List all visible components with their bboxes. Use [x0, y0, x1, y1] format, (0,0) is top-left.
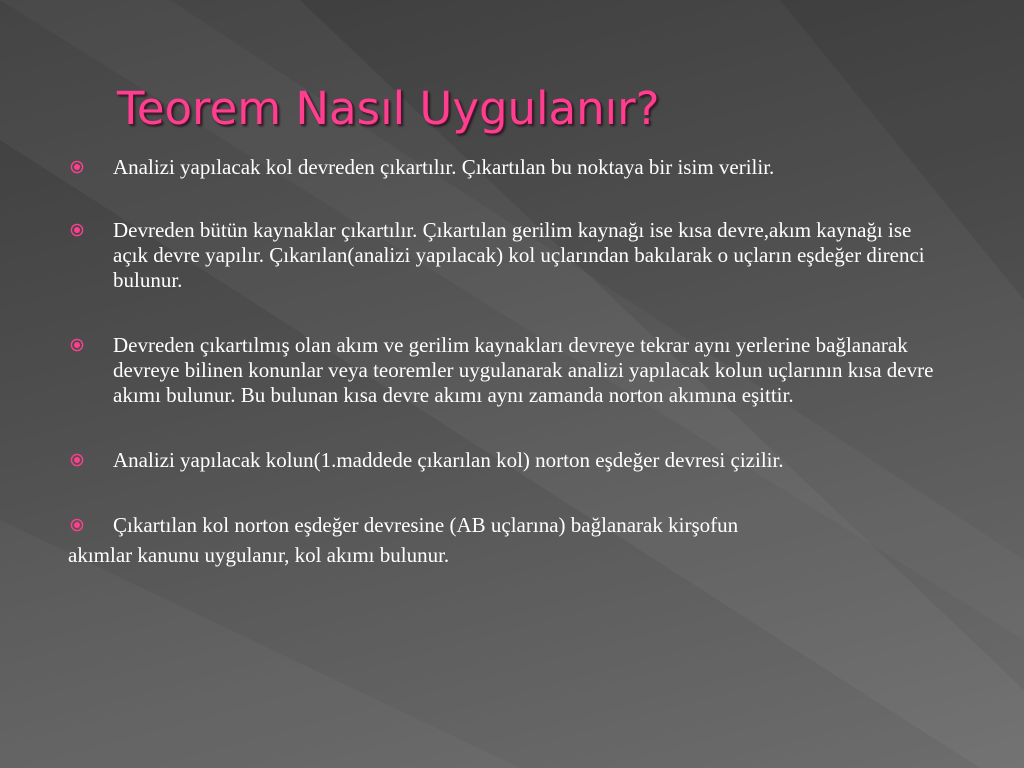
- slide-title: Teorem Nasıl Uygulanır?: [117, 82, 660, 135]
- radio-bullet-icon: [70, 453, 84, 467]
- bullet-text: Devreden çıkartılmış olan akım ve gerilim kaynakları devreye tekrar aynı yerlerine bağlanarak devreye bilinen konunlar veya teoremler uygulanarak analizi yapılacak kolun uçlarının kısa devre akımı bulunur. Bu bulunan kısa devre akımı aynı zamanda norton akımına eşittir.: [113, 333, 934, 407]
- bullet-list: [68, 155, 948, 568]
- bullet-text: Analizi yapılacak kolun(1.maddede çıkarılan kol) norton eşdeğer devresi çizilir.: [113, 448, 784, 472]
- bullet-item: [68, 513, 948, 568]
- bullet-item: [68, 155, 948, 180]
- radio-bullet-icon: [70, 223, 84, 237]
- bullet-text: Çıkartılan kol norton eşdeğer devresine (AB uçlarına) bağlanarak kirşofun: [113, 513, 739, 537]
- bullet-item: [68, 218, 948, 293]
- bullet-item: [68, 448, 948, 473]
- bullet-text: Devreden bütün kaynaklar çıkartılır. Çıkartılan gerilim kaynağı ise kısa devre,akım kaynağı ise açık devre yapılır. Çıkarılan(analizi yapılacak) kol uçlarından bakılarak o uçların eşdeğer direnci bulunur.: [113, 218, 925, 292]
- bullet-item: [68, 333, 948, 408]
- bullet-text: Analizi yapılacak kol devreden çıkartılır. Çıkartılan bu noktaya bir isim verilir.: [113, 155, 775, 179]
- bullet-continuation-text: akımlar kanunu uygulanır, kol akımı bulunur.: [68, 543, 450, 567]
- radio-bullet-icon: [70, 160, 84, 174]
- radio-bullet-icon: [70, 518, 84, 532]
- radio-bullet-icon: [70, 338, 84, 352]
